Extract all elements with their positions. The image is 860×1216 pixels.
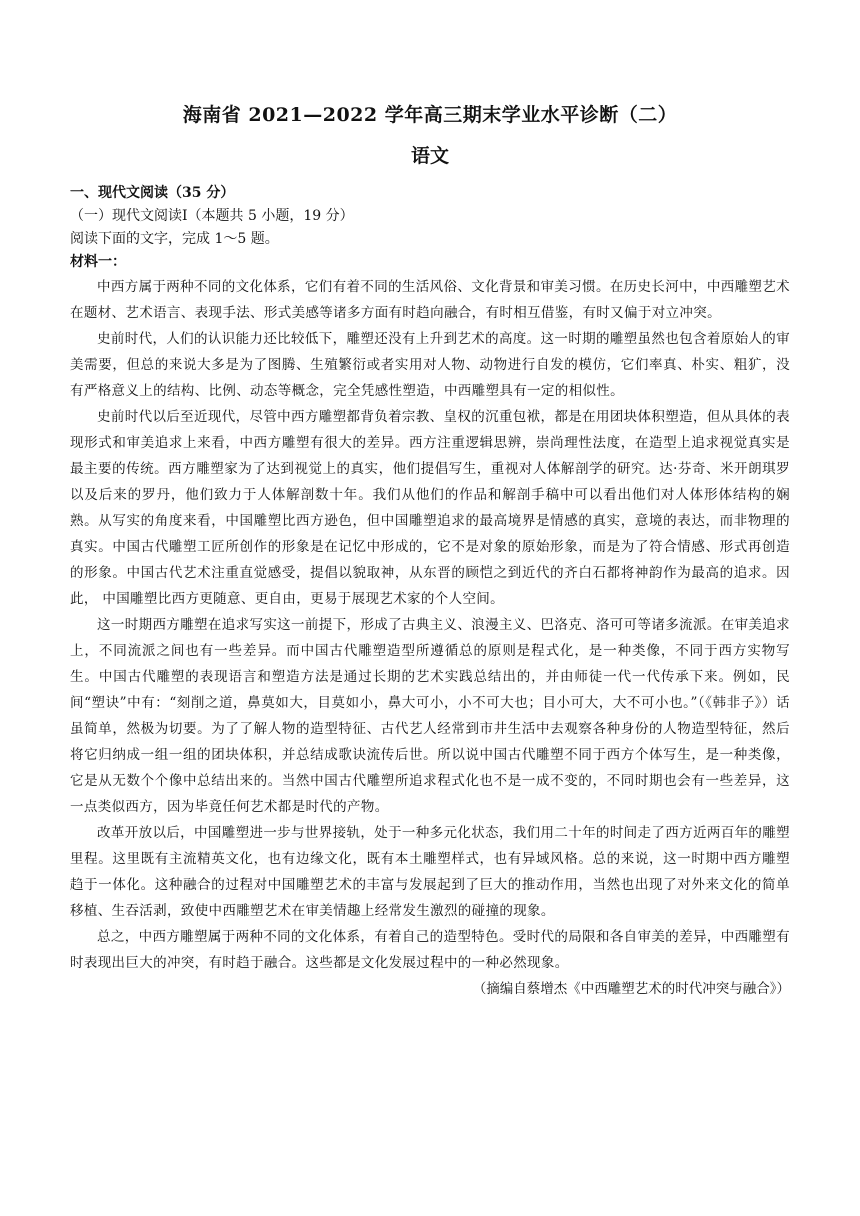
paragraph: 史前时代，人们的认识能力还比较低下，雕塑还没有上升到艺术的高度。这一时期的雕塑虽然也包含着原始人的审美需要，但总的来说大多是为了图腾、生殖繁衍或者实用对人物、动物进行自发的模仿，它们率真、朴实、粗犷，没有严格意义上的结构、比例、动态等概念，完全凭感性塑造，中西雕塑具有一定的相似性。 bbox=[70, 331, 790, 399]
section-subheading: （一）现代文阅读Ⅰ（本题共 5 小题，19 分） bbox=[70, 208, 354, 224]
section-heading: 一、现代文阅读（35 分） bbox=[70, 185, 235, 201]
reading-instruction: 阅读下面的文字，完成 1～5 题。 bbox=[70, 231, 279, 247]
exam-title: 海南省 2021—2022 学年高三期末学业水平诊断（二） bbox=[182, 104, 678, 126]
paragraph: 这一时期西方雕塑在追求写实这一前提下，形成了古典主义、浪漫主义、巴洛克、洛可可等诸多流派。在审美追求上，不同流派之间也有一些差异。而中国古代雕塑造型所遵循总的原则是程式化，是一种类像，不同于西方实物写生。中国古代雕塑的表现语言和塑造方法是通过长期的艺术实践总结出的，并由师徒一代一代传承下来。例如，民间“塑诀”中有：“刻削之道，鼻莫如大，目莫如小，鼻大可小，小不可大也；目小可大，大不可小也。”（《韩非子》）话虽简单，然极为切要。为了了解人物的造型特征、古代艺人经常到市井生活中去观察各种身份的人物造型特征，然后将它归纳成一组一组的团块体积，并总结成歌诀流传后世。所以说中国古代雕塑不同于西方个体写生，是一种类像，它是从无数个个像中总结出来的。当然中国古代雕塑所追求程式化也不是一成不变的，不同时期也会有一些差异，这一点类似西方，因为毕竟任何艺术都是时代的产物。 bbox=[70, 617, 790, 815]
paragraph: 中西方属于两种不同的文化体系，它们有着不同的生活风俗、文化背景和审美习惯。在历史长河中，中西雕塑艺术在题材、艺术语言、表现手法、形式美感等诸多方面有时趋向融合，有时相互借鉴，有时又偏于对立冲突。 bbox=[70, 279, 790, 321]
paragraph: 总之，中西方雕塑属于两种不同的文化体系，有着自己的造型特色。受时代的局限和各自审美的差异，中西雕塑有时表现出巨大的冲突，有时趋于融合。这些都是文化发展过程中的一种必然现象。 bbox=[70, 929, 790, 971]
paragraph: 改革开放以后，中国雕塑进一步与世界接轨，处于一种多元化状态，我们用二十年的时间走了西方近两百年的雕塑里程。这里既有主流精英文化，也有边缘文化，既有本土雕塑样式，也有异域风格。总的来说，这一时期中西方雕塑趋于一体化。这种融合的过程对中国雕塑艺术的丰富与发展起到了巨大的推动作用，当然也出现了对外来文化的简单移植、生吞活剥，致使中西雕塑艺术在审美情趣上经常发生激烈的碰撞的现象。 bbox=[70, 825, 790, 919]
source-citation: （摘编自蔡增杰《中西雕塑艺术的时代冲突与融合》） bbox=[472, 981, 790, 997]
subject-title: 语文 bbox=[410, 145, 449, 167]
material-label: 材料一： bbox=[70, 254, 126, 270]
paragraph: 史前时代以后至近现代，尽管中西方雕塑都背负着宗教、皇权的沉重包袱，都是在用团块体积塑造，但从具体的表现形式和审美追求上来看，中西方雕塑有很大的差异。西方注重逻辑思辨，崇尚理性法度，在造型上追求视觉真实是最主要的传统。西方雕塑家为了达到视觉上的真实，他们提倡写生，重视对人体解剖学的研究。达·芬奇、米开朗琪罗以及后来的罗丹，他们致力于人体解剖数十年。我们从他们的作品和解剖手稿中可以看出他们对人体形体结构的娴熟。从写实的角度来看，中国雕塑比西方逊色，但中国雕塑追求的最高境界是情感的真实，意境的表达，而非物理的真实。中国古代雕塑工匠所创作的形象是在记忆中形成的，它不是对象的原始形象，而是为了符合情感、形式再创造的形象。中国古代艺术注重直觉感受，提倡以貌取神，从东晋的顾恺之到近代的齐白石都将神韵作为最高的追求。因此， 中国雕塑比西方更随意、更自由，更易于展现艺术家的个人空间。 bbox=[70, 409, 790, 607]
